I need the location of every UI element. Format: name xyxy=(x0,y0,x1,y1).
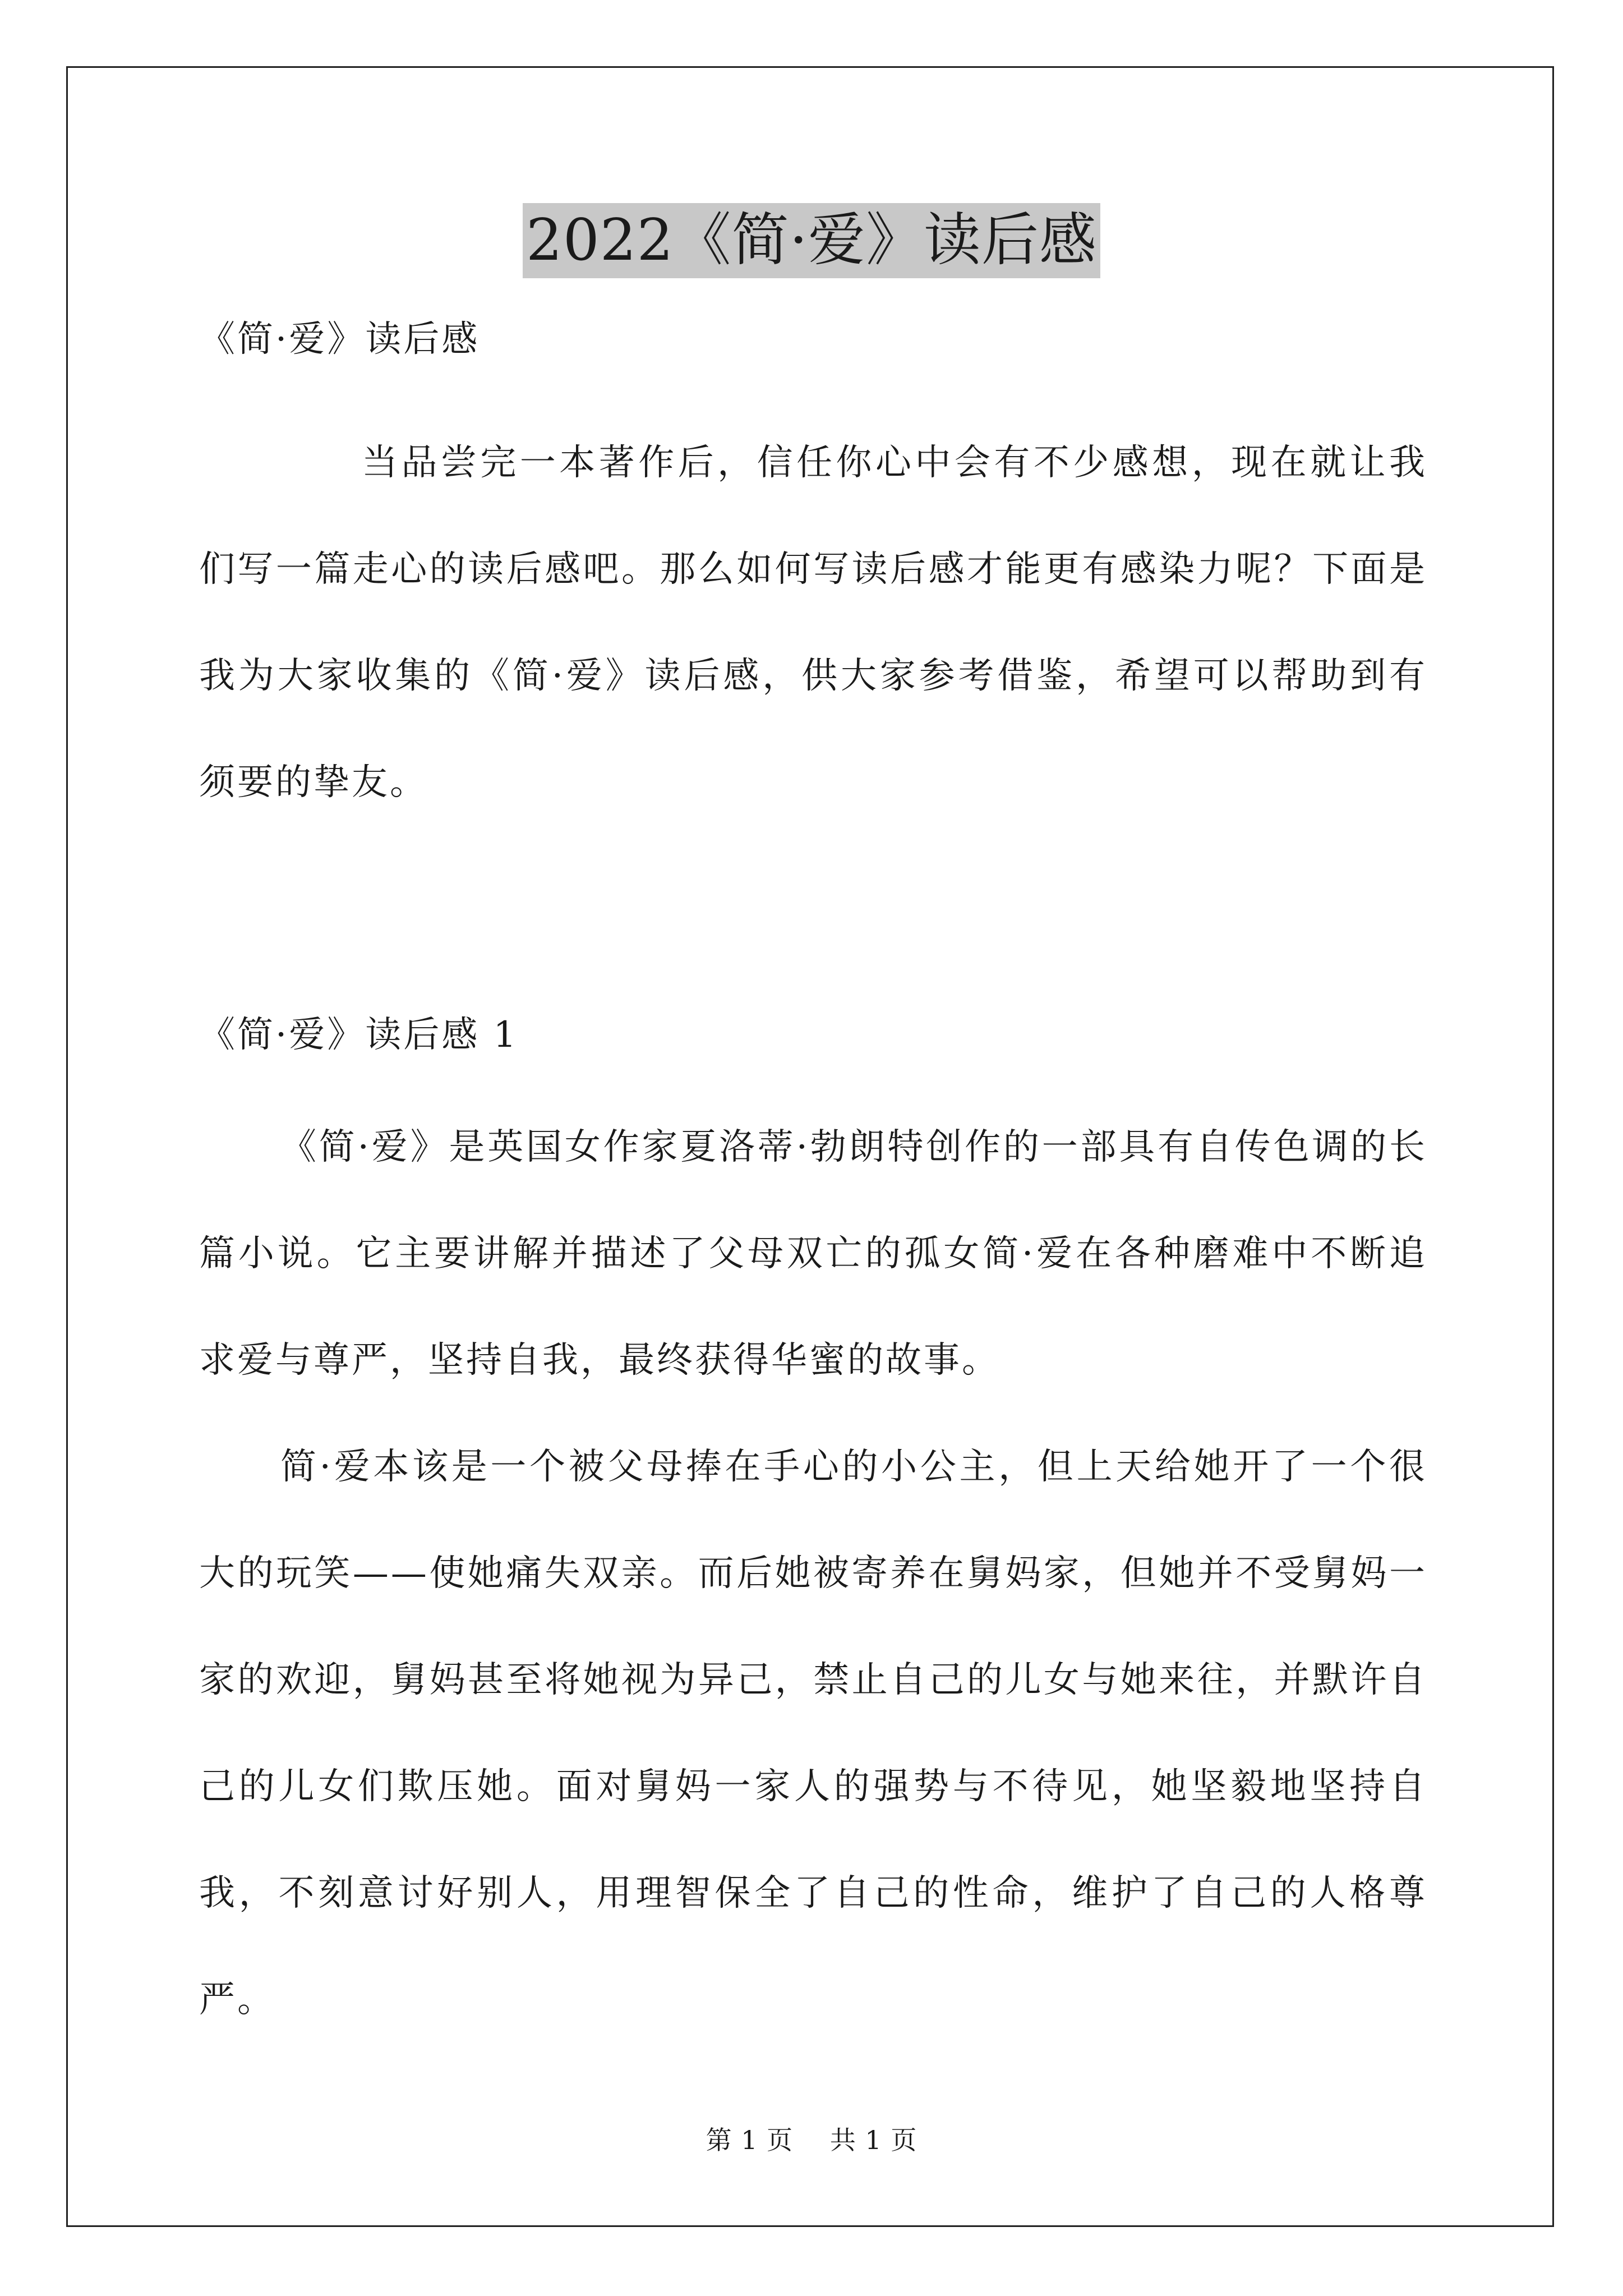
title-container xyxy=(0,203,1623,278)
section-heading: 《简·爱》读后感 1 xyxy=(199,1014,519,1056)
document-body xyxy=(199,314,1427,2053)
section-paragraph-1: 《简·爱》是英国女作家夏洛蒂·勃朗特创作的一部具有自传色调的长篇小说。它主要讲解并描述了父母双亡的孤女简·爱在各种磨难中不断追求爱与尊严，坚持自我，最终获得华蜜的故事。 xyxy=(199,1126,1427,1381)
page-number-total: 共 1 页 xyxy=(829,2125,917,2155)
spacer xyxy=(199,1060,1427,1094)
document-title: 2022《简·爱》读后感 xyxy=(523,203,1100,278)
page-footer xyxy=(0,2123,1623,2157)
section-paragraph-2: 简·爱本该是一个被父母捧在手心的小公主，但上天给她开了一个很大的玩笑——使她痛失双亲。而后她被寄养在舅妈家，但她并不受舅妈一家的欢迎，舅妈甚至将她视为异己，禁止自己的儿女与她来往，并默许自己的儿女们欺压她。面对舅妈一家人的强势与不待见，她坚毅地坚持自我，不刻意讨好别人，用理智保全了自己的性命，维护了自己的人格尊严。 xyxy=(199,1446,1427,2021)
page-number-current: 第 1 页 xyxy=(706,2125,794,2155)
spacer xyxy=(199,365,1427,409)
spacer xyxy=(199,836,1427,1010)
intro-paragraph: 当品尝完一本著作后，信任你心中会有不少感想，现在就让我们写一篇走心的读后感吧。那么如何写读后感才能更有感染力呢？下面是我为大家收集的《简·爱》读后感，供大家参考借鉴，希望可以帮助到有须要的挚友。 xyxy=(199,442,1427,803)
intro-heading: 《简·爱》读后感 xyxy=(199,319,480,360)
